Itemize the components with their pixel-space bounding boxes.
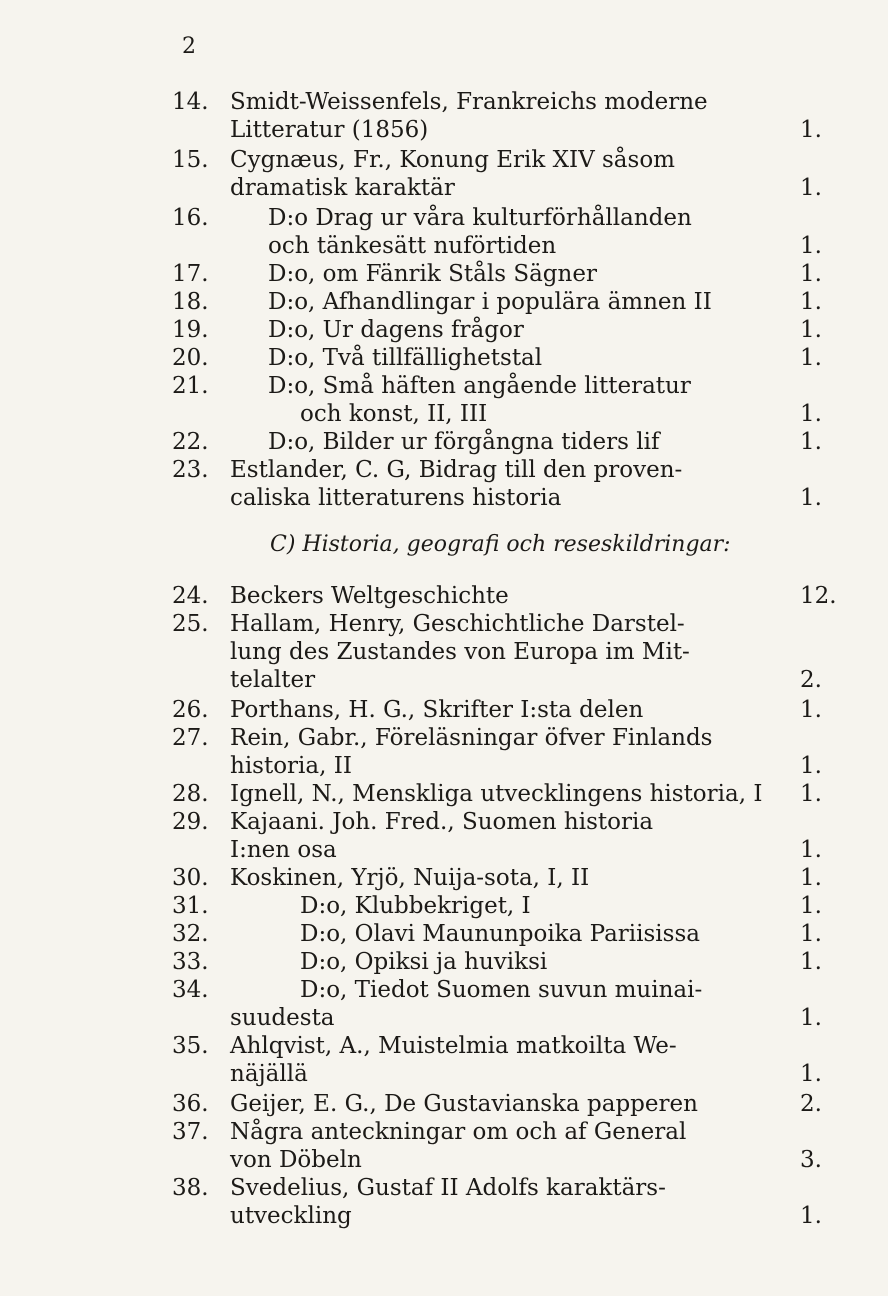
entry-line: Litteratur (1856) (230, 117, 429, 143)
entry-quantity: 1. (800, 485, 822, 511)
entry-quantity: 12. (800, 583, 837, 609)
entry-title (230, 610, 790, 694)
entry-line: Rein, Gabr., Föreläsningar öfver Finlands (230, 725, 713, 751)
entry-number: 27. (172, 725, 209, 751)
entry-quantity: 2. (800, 1091, 822, 1117)
entry-line: näjällä (230, 1061, 308, 1087)
entry-title (230, 288, 790, 316)
entry-title (230, 260, 790, 288)
entry-title (230, 780, 790, 808)
entry-line: D:o, Tiedot Suomen suvun muinai- (300, 977, 703, 1003)
entry-quantity: 1. (800, 1061, 822, 1087)
entry-number: 32. (172, 921, 209, 947)
entry-title (230, 864, 790, 892)
entry-quantity: 1. (800, 317, 822, 343)
entry-number: 21. (172, 373, 209, 399)
entry-number: 33. (172, 949, 209, 975)
entry-number: 18. (172, 289, 209, 315)
entry-quantity: 1. (800, 893, 822, 919)
entry-line: lung des Zustandes von Europa im Mit- (230, 639, 690, 665)
entry-line: D:o, Afhandlingar i populära ämnen II (268, 289, 712, 315)
entry-line: och konst, II, III (300, 401, 488, 427)
entry-quantity: 1. (800, 753, 822, 779)
entry-quantity: 1. (800, 401, 822, 427)
entry-line: suudesta (230, 1005, 335, 1031)
entry-title (230, 892, 790, 920)
entry-quantity: 1. (800, 175, 822, 201)
entry-title (230, 146, 790, 202)
entry-number: 22. (172, 429, 209, 455)
entry-number: 34. (172, 977, 209, 1003)
entry-line: D:o, Olavi Maununpoika Pariisissa (300, 921, 700, 947)
entry-line: Några anteckningar om och af General (230, 1119, 687, 1145)
entry-number: 31. (172, 893, 209, 919)
entry-line: D:o, Ur dagens frågor (268, 317, 524, 343)
entry-number: 37. (172, 1119, 209, 1145)
entry-number: 23. (172, 457, 209, 483)
entry-title (230, 976, 790, 1032)
entry-number: 20. (172, 345, 209, 371)
entry-title (230, 204, 790, 260)
entry-line: Smidt-Weissenfels, Frankreichs moderne (230, 89, 708, 115)
entry-number: 15. (172, 147, 209, 173)
entry-quantity: 1. (800, 261, 822, 287)
entry-quantity: 2. (800, 667, 822, 693)
entry-quantity: 1. (800, 429, 822, 455)
entry-line: telalter (230, 667, 316, 693)
entry-quantity: 1. (800, 345, 822, 371)
entry-number: 19. (172, 317, 209, 343)
entry-title (230, 344, 790, 372)
entry-line: utveckling (230, 1203, 352, 1229)
entry-line: D:o, Klubbekriget, I (300, 893, 531, 919)
entry-number: 35. (172, 1033, 209, 1059)
entry-title (230, 1032, 790, 1088)
entry-line: D:o, Två tillfällighetstal (268, 345, 543, 371)
entry-title (230, 724, 790, 780)
entry-line: I:nen osa (230, 837, 337, 863)
entry-quantity: 1. (800, 781, 822, 807)
entry-number: 28. (172, 781, 209, 807)
entry-line: caliska litteraturens historia (230, 485, 562, 511)
entry-title (230, 316, 790, 344)
entry-title (230, 696, 790, 724)
page-number: 2 (182, 34, 196, 59)
entry-line: dramatisk karaktär (230, 175, 455, 201)
entry-line: von Döbeln (230, 1147, 362, 1173)
entry-line: Svedelius, Gustaf II Adolfs karaktärs- (230, 1175, 666, 1201)
entry-line: Kajaani. Joh. Fred., Suomen historia (230, 809, 654, 835)
entry-line: Ignell, N., Menskliga utvecklingens historia, I (230, 781, 763, 807)
entry-line: Geijer, E. G., De Gustavianska papperen (230, 1091, 698, 1117)
entry-quantity: 1. (800, 1005, 822, 1031)
entry-number: 25. (172, 611, 209, 637)
entry-number: 29. (172, 809, 209, 835)
entry-number: 36. (172, 1091, 209, 1117)
entry-quantity: 1. (800, 233, 822, 259)
entry-title (230, 920, 790, 948)
entry-number: 26. (172, 697, 209, 723)
entry-number: 30. (172, 865, 209, 891)
entry-title (230, 1174, 790, 1230)
entry-quantity: 1. (800, 865, 822, 891)
section-heading: C) Historia, geografi och reseskildringar: (270, 532, 731, 557)
entry-title (230, 808, 790, 864)
entry-title (230, 1090, 790, 1118)
entry-quantity: 1. (800, 921, 822, 947)
entry-line: historia, II (230, 753, 352, 779)
entry-line: Estlander, C. G, Bidrag till den proven- (230, 457, 683, 483)
entry-number: 38. (172, 1175, 209, 1201)
entry-title (230, 88, 790, 144)
entry-quantity: 1. (800, 837, 822, 863)
entry-line: Beckers Weltgeschichte (230, 583, 509, 609)
entry-number: 24. (172, 583, 209, 609)
entry-line: D:o, om Fänrik Ståls Sägner (268, 261, 597, 287)
entry-number: 16. (172, 205, 209, 231)
entry-line: Ahlqvist, A., Muistelmia matkoilta We- (230, 1033, 677, 1059)
entry-line: Hallam, Henry, Geschichtliche Darstel- (230, 611, 685, 637)
entry-quantity: 3. (800, 1147, 822, 1173)
entry-quantity: 1. (800, 697, 822, 723)
entry-quantity: 1. (800, 949, 822, 975)
entry-quantity: 1. (800, 117, 822, 143)
entry-line: Porthans, H. G., Skrifter I:sta delen (230, 697, 644, 723)
entry-line: Cygnæus, Fr., Konung Erik XIV såsom (230, 147, 675, 173)
entry-line: och tänkesätt nuförtiden (268, 233, 557, 259)
entry-title (230, 948, 790, 976)
entry-title (230, 372, 790, 428)
entry-line: D:o, Små häften angående litteratur (268, 373, 691, 399)
entry-number: 14. (172, 89, 209, 115)
entry-quantity: 1. (800, 1203, 822, 1229)
entry-title (230, 582, 790, 610)
entry-line: D:o, Opiksi ja huviksi (300, 949, 548, 975)
entry-title (230, 456, 790, 512)
entry-quantity: 1. (800, 289, 822, 315)
entry-title (230, 1118, 790, 1174)
entry-number: 17. (172, 261, 209, 287)
entry-line: D:o, Bilder ur förgångna tiders lif (268, 429, 660, 455)
entry-title (230, 428, 790, 456)
entry-line: D:o Drag ur våra kulturförhållanden (268, 205, 692, 231)
entry-line: Koskinen, Yrjö, Nuija-sota, I, II (230, 865, 590, 891)
